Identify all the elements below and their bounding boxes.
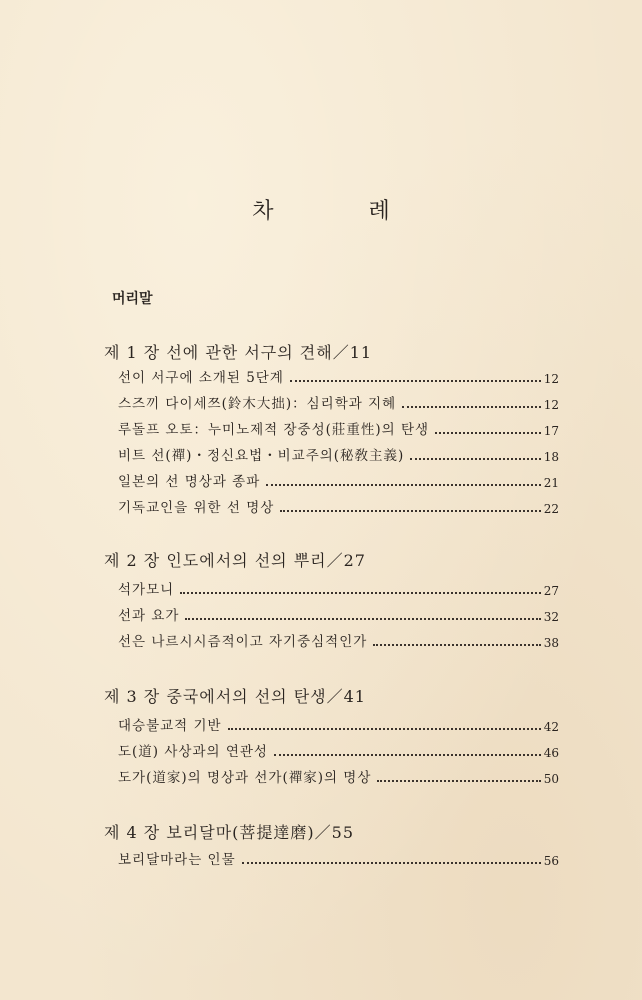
entry-label: 대승불교적 기반 [118, 718, 222, 734]
page-number: 12 [543, 398, 559, 412]
page-number: 42 [543, 720, 559, 734]
page-number: 18 [543, 450, 559, 464]
entry-label: 선이 서구에 소개된 5단계 [118, 370, 284, 386]
page-title: 차 례 [252, 199, 434, 224]
chapter-heading: 제 4 장 보리달마(菩提達磨)／55 [104, 823, 355, 842]
toc-entry [118, 444, 559, 464]
page-number: 17 [543, 424, 559, 438]
toc-entry [118, 366, 559, 386]
toc-entry [118, 766, 559, 786]
entry-label: 기독교인을 위한 선 명상 [118, 500, 275, 516]
page-number: 50 [543, 772, 559, 786]
dot-leader [402, 406, 541, 408]
toc-entry [118, 418, 559, 438]
chapter-heading: 제 3 장 중국에서의 선의 탄생／41 [104, 687, 366, 706]
dot-leader [266, 484, 540, 486]
page-number: 38 [543, 636, 559, 650]
page-number: 21 [543, 476, 559, 490]
toc-entry [118, 740, 559, 760]
entry-label: 보리달마라는 인물 [118, 852, 236, 868]
page-number: 22 [543, 502, 559, 516]
dot-leader [185, 618, 540, 620]
dot-leader [377, 780, 540, 782]
entry-label: 선과 요가 [118, 608, 180, 624]
page-number: 46 [543, 746, 559, 760]
dot-leader [242, 862, 541, 864]
preface-heading: 머리말 [112, 291, 153, 307]
entry-label: 도가(道家)의 명상과 선가(禪家)의 명상 [118, 770, 372, 786]
dot-leader [280, 510, 540, 512]
chapter-heading: 제 1 장 선에 관한 서구의 견해／11 [104, 343, 373, 362]
entry-label: 스즈끼 다이세쯔(鈴木大拙)：심리학과 지혜 [118, 396, 397, 412]
toc-entry [118, 848, 559, 868]
dot-leader [274, 754, 541, 756]
toc-entry [118, 496, 559, 516]
toc-entry [118, 714, 559, 734]
page-number: 32 [543, 610, 559, 624]
page-number: 12 [543, 372, 559, 386]
toc-entry [118, 630, 559, 650]
page-number: 27 [543, 584, 559, 598]
dot-leader [228, 728, 541, 730]
entry-label: 비트 선(禪)・정신요법・비교주의(秘敎主義) [118, 448, 405, 464]
entry-label: 도(道) 사상과의 연관성 [118, 744, 268, 760]
toc-entry [118, 604, 559, 624]
entry-label: 석가모니 [118, 582, 175, 598]
toc-entry [118, 578, 559, 598]
chapter-heading: 제 2 장 인도에서의 선의 뿌리／27 [104, 551, 366, 570]
entry-label: 일본의 선 명상과 종파 [118, 474, 261, 490]
dot-leader [435, 432, 541, 434]
entry-label: 루돌프 오토：누미노제적 장중성(莊重性)의 탄생 [118, 422, 430, 438]
toc-entry [118, 470, 559, 490]
page-number: 56 [543, 854, 559, 868]
dot-leader [180, 592, 541, 594]
dot-leader [410, 458, 540, 460]
entry-label: 선은 나르시시즘적이고 자기중심적인가 [118, 634, 368, 650]
dot-leader [290, 380, 541, 382]
toc-entry [118, 392, 559, 412]
dot-leader [373, 644, 540, 646]
